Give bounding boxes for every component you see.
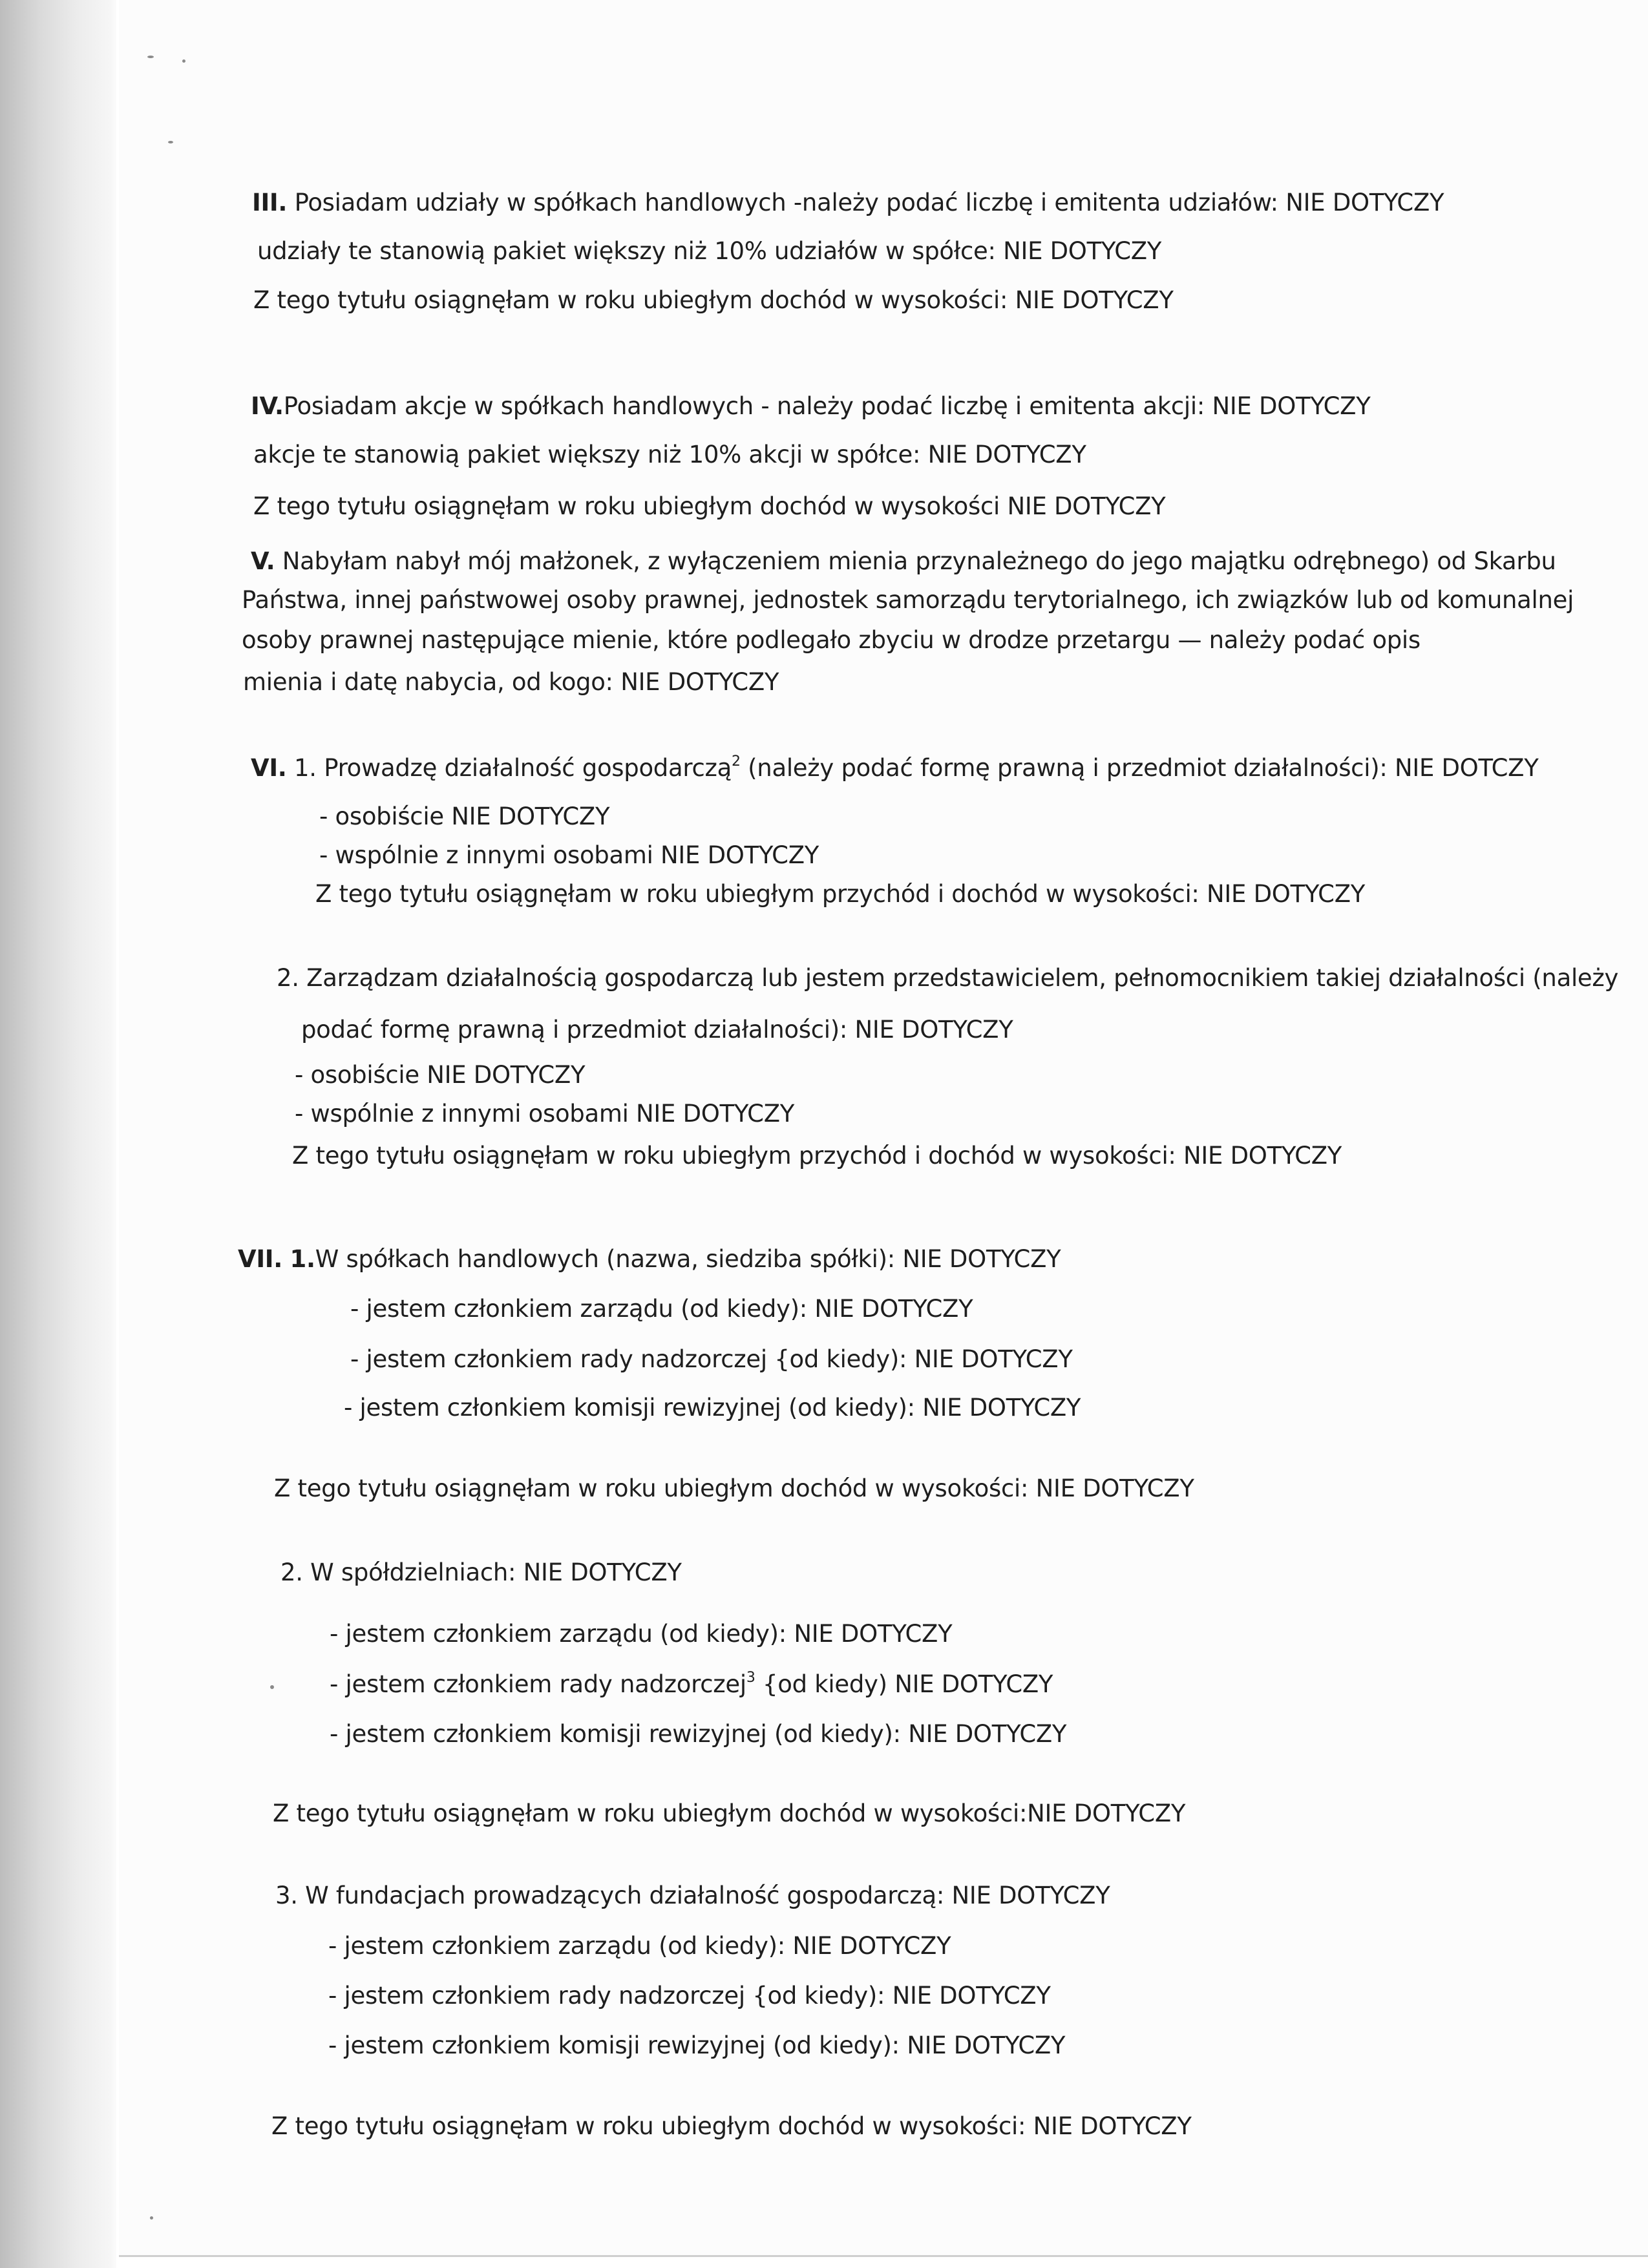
section-iv-text: Posiadam akcje w spółkach handlowych - należy podać liczbę i emitenta akcji: NIE DOTYCZY	[283, 392, 1371, 420]
section-vi-item-1-number: 1.	[294, 754, 317, 782]
section-vii-item-2-audit: - jestem członkiem komisji rewizyjnej (od kiedy): NIE DOTYCZY	[330, 1720, 1067, 1748]
section-vii-item-3-income: Z tego tytułu osiągnęłam w roku ubiegłym dochód w wysokości: NIE DOTYCZY	[271, 2112, 1192, 2140]
section-vii-item-3-heading: 3. W fundacjach prowadzących działalność gospodarczą: NIE DOTYCZY	[275, 1882, 1110, 1909]
section-vi-item-2-personal: - osobiście NIE DOTYCZY	[295, 1061, 586, 1089]
section-v-line-2: Państwa, innej państwowej osoby prawnej, jednostek samorządu terytorialnego, ich związków lub od komunalnej	[242, 586, 1574, 614]
section-vii-item-2-supervisory-text: - jestem członkiem rady nadzorczej	[330, 1670, 746, 1698]
footnote-marker: 2	[732, 753, 741, 770]
section-iii-income: Z tego tytułu osiągnęłam w roku ubiegłym dochód w wysokości: NIE DOTYCZY	[253, 286, 1174, 314]
section-vi-item-2-line-2: podać formę prawną i przedmiot działalności): NIE DOTYCZY	[301, 1016, 1013, 1044]
section-vii-item-2-supervisory-text-continued: {od kiedy) NIE DOTYCZY	[755, 1670, 1053, 1698]
section-vii-item-1-number: 1.	[290, 1245, 315, 1273]
section-vii-item-2-supervisory	[330, 1672, 1053, 1696]
section-vii-item-1-audit: - jestem członkiem komisji rewizyjnej (od kiedy): NIE DOTYCZY	[344, 1394, 1081, 1422]
section-iv-line-2: akcje te stanowią pakiet większy niż 10% akcji w spółce: NIE DOTYCZY	[253, 441, 1086, 468]
section-v-text: Nabyłam nabył mój małżonek, z wyłączeniem mienia przynależnego do jego majątku odrębnego) od Skarbu	[282, 547, 1556, 575]
section-v-line-1	[251, 549, 1556, 573]
section-vii-item-1-income: Z tego tytułu osiągnęłam w roku ubiegłym dochód w wysokości: NIE DOTYCZY	[274, 1475, 1194, 1502]
section-iii-line-1	[252, 191, 1444, 215]
section-vi-numeral: VI.	[251, 754, 287, 782]
section-vi-item-2-income: Z tego tytułu osiągnęłam w roku ubiegłym przychód i dochód w wysokości: NIE DOTYCZY	[292, 1142, 1342, 1170]
section-v-numeral: V.	[251, 547, 275, 575]
section-vi-item-1-heading	[251, 753, 1539, 782]
section-vi-item-2-joint: - wspólnie z innymi osobami NIE DOTYCZY	[295, 1100, 795, 1128]
section-vii-item-2-heading: 2. W spółdzielniach: NIE DOTYCZY	[280, 1559, 682, 1586]
footnote-marker: 3	[746, 1670, 755, 1686]
section-vii-item-2-income: Z tego tytułu osiągnęłam w roku ubiegłym dochód w wysokości:NIE DOTYCZY	[273, 1800, 1186, 1827]
section-vii-item-1-supervisory: - jestem członkiem rady nadzorczej {od kiedy): NIE DOTYCZY	[350, 1345, 1073, 1373]
section-vi-item-2-line-1: 2. Zarządzam działalnością gospodarczą lub jestem przedstawicielem, pełnomocnikiem takiej działalności (należy	[277, 964, 1619, 992]
section-vii-item-2-board: - jestem członkiem zarządu (od kiedy): NIE DOTYCZY	[330, 1620, 953, 1648]
section-vii-item-3-supervisory: - jestem członkiem rady nadzorczej {od kiedy): NIE DOTYCZY	[328, 1982, 1051, 2010]
section-vi-item-1-text-continued: (należy podać formę prawną i przedmiot działalności): NIE DOTCZY	[740, 754, 1539, 782]
section-vii-item-1-heading	[238, 1247, 1061, 1271]
section-vi-item-1-income: Z tego tytułu osiągnęłam w roku ubiegłym przychód i dochód w wysokości: NIE DOTYCZY	[315, 880, 1366, 908]
section-iv-income: Z tego tytułu osiągnęłam w roku ubiegłym dochód w wysokości NIE DOTYCZY	[253, 492, 1166, 520]
section-iii-numeral: III.	[252, 189, 288, 216]
section-iii-text: Posiadam udziały w spółkach handlowych -należy podać liczbę i emitenta udziałów: NIE DOTYCZY	[294, 189, 1444, 216]
section-v-line-3: osoby prawnej następujące mienie, które podlegało zbyciu w drodze przetargu — należy podać opis	[242, 626, 1421, 654]
section-vi-item-1-personal: - osobiście NIE DOTYCZY	[319, 803, 610, 830]
section-vii-item-1-board: - jestem członkiem zarządu (od kiedy): NIE DOTYCZY	[350, 1295, 973, 1323]
section-vii-item-1-text: W spółkach handlowych (nazwa, siedziba spółki): NIE DOTYCZY	[315, 1245, 1061, 1273]
section-iii-line-2: udziały te stanowią pakiet większy niż 10% udziałów w spółce: NIE DOTYCZY	[257, 237, 1162, 265]
section-vii-item-3-audit: - jestem członkiem komisji rewizyjnej (od kiedy): NIE DOTYCZY	[328, 2032, 1066, 2059]
section-iv-line-1	[251, 394, 1371, 418]
section-vii-item-3-board: - jestem członkiem zarządu (od kiedy): NIE DOTYCZY	[328, 1932, 951, 1960]
section-iv-numeral: IV.	[251, 392, 284, 420]
section-vi-item-1-joint: - wspólnie z innymi osobami NIE DOTYCZY	[319, 841, 819, 869]
section-vii-numeral: VII.	[238, 1245, 283, 1273]
section-vi-item-1-text: Prowadzę działalność gospodarczą	[324, 754, 732, 782]
section-v-line-4: mienia i datę nabycia, od kogo: NIE DOTYCZY	[243, 668, 779, 696]
